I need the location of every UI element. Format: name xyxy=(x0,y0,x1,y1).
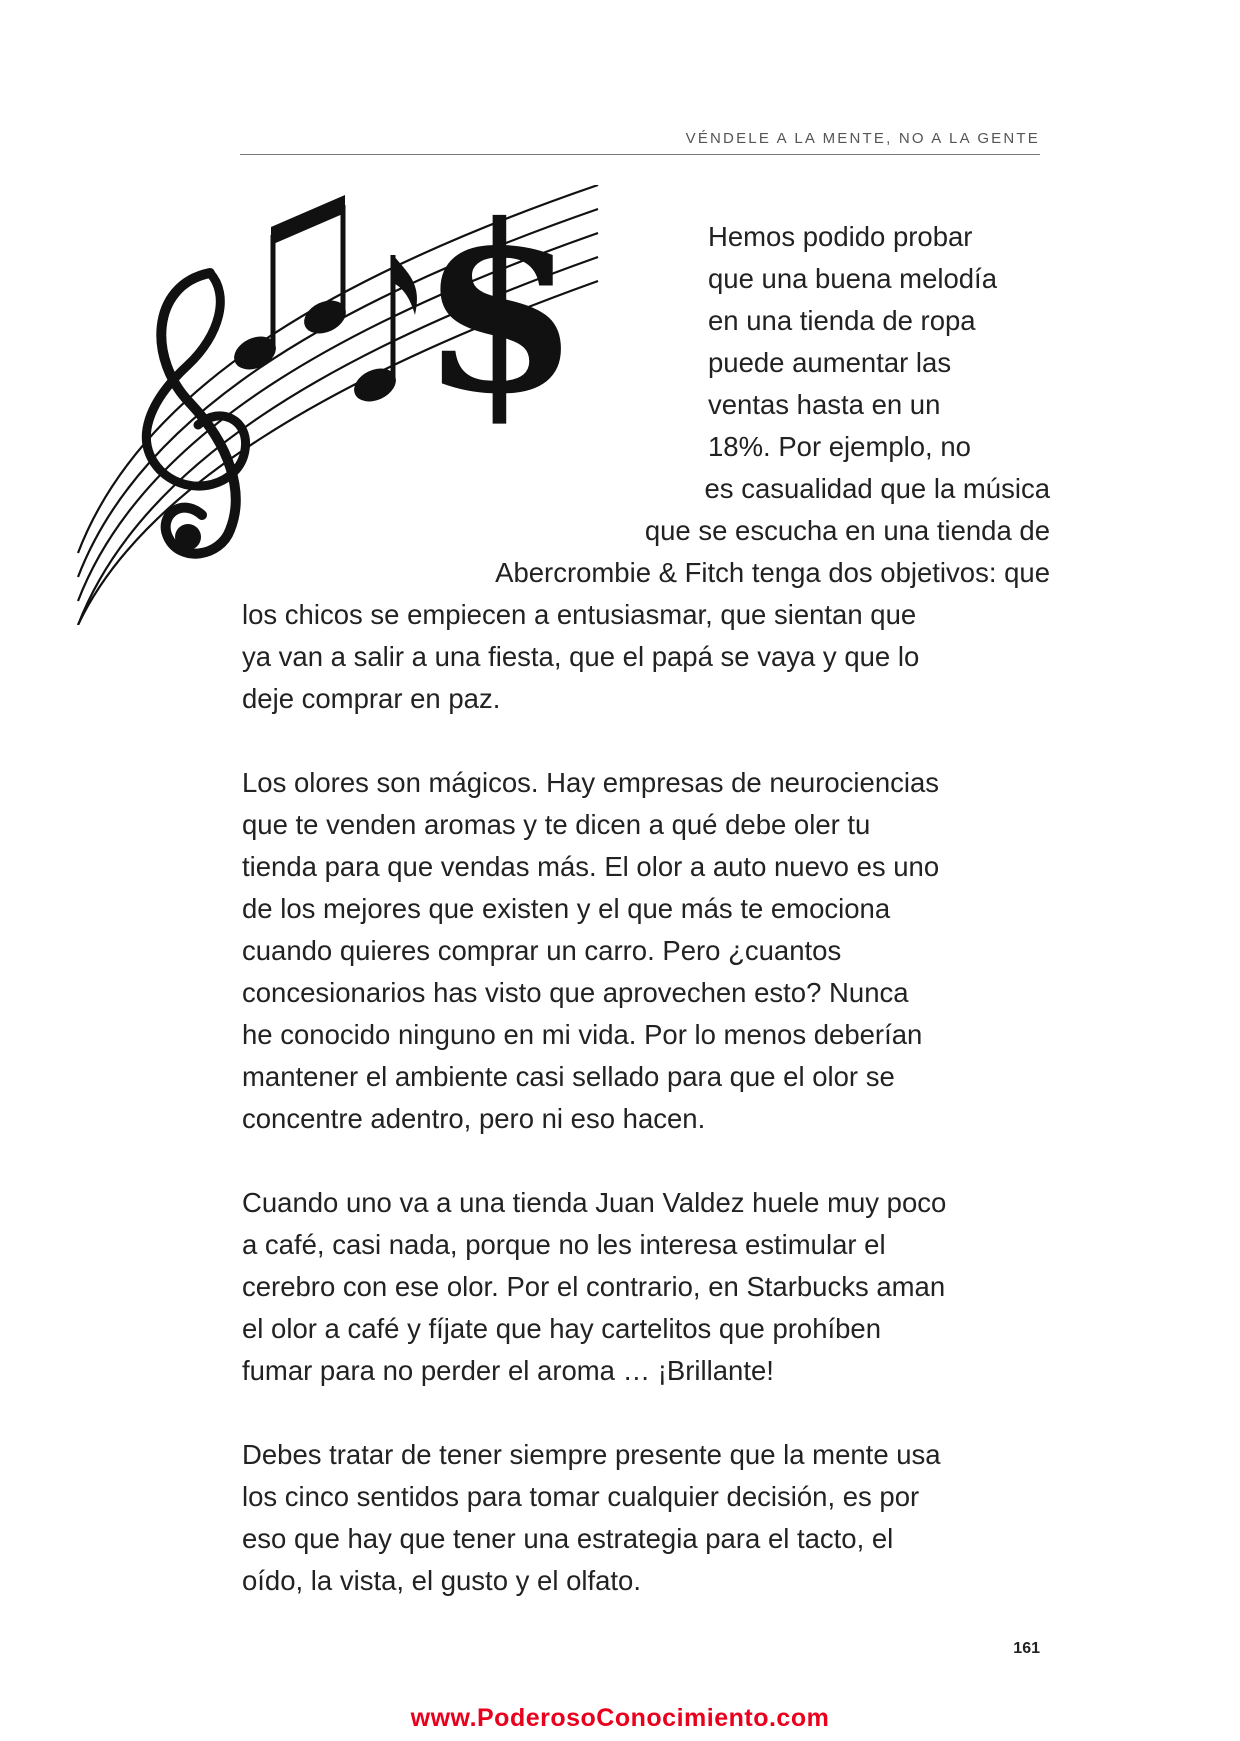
text-line: que una buena melodía xyxy=(708,263,997,294)
text-line: ventas hasta en un xyxy=(708,389,941,420)
text-line: cerebro con ese olor. Por el contrario, en Starbucks aman xyxy=(242,1271,946,1302)
text-line: cuando quieres comprar un carro. Pero ¿cuantos xyxy=(242,935,842,966)
text-line: he conocido ninguno en mi vida. Por lo menos deberían xyxy=(242,1019,923,1050)
text-line: 18%. Por ejemplo, no xyxy=(708,431,971,462)
text-line: que te venden aromas y te dicen a qué debe oler tu xyxy=(242,809,871,840)
text-line: deje comprar en paz. xyxy=(242,683,501,714)
text-line: Hemos podido probar xyxy=(708,221,973,252)
running-header: VÉNDELE A LA MENTE, NO A LA GENTE xyxy=(685,130,1040,147)
text-line: eso que hay que tener una estrategia para el tacto, el xyxy=(242,1523,894,1554)
text-line: puede aumentar las xyxy=(708,347,952,378)
text-line: oído, la vista, el gusto y el olfato. xyxy=(242,1565,641,1596)
text-line: concentre adentro, pero ni eso hacen. xyxy=(242,1103,706,1134)
paragraph-senses xyxy=(242,1434,1050,1602)
paragraph-coffee xyxy=(242,1182,1050,1392)
text-line: es casualidad que la música xyxy=(704,473,1050,504)
text-line: fumar para no perder el aroma … ¡Brillante! xyxy=(242,1355,774,1386)
text-line: tienda para que vendas más. El olor a auto nuevo es uno xyxy=(242,851,940,882)
text-line: Cuando uno va a una tienda Juan Valdez huele muy poco xyxy=(242,1187,947,1218)
text-line: concesionarios has visto que aprovechen esto? Nunca xyxy=(242,977,909,1008)
watermark-link[interactable]: www.PoderosoConocimiento.com xyxy=(410,1704,830,1732)
text-line: a café, casi nada, porque no les interesa estimular el xyxy=(242,1229,886,1260)
text-line: los chicos se empiecen a entusiasmar, que sientan que xyxy=(242,599,917,630)
text-line: el olor a café y fíjate que hay cartelitos que prohíben xyxy=(242,1313,882,1344)
text-line: que se escucha en una tienda de xyxy=(644,515,1050,546)
text-line: en una tienda de ropa xyxy=(708,305,976,336)
text-line: Abercrombie & Fitch tenga dos objetivos: que xyxy=(495,557,1050,588)
paragraph-smells xyxy=(242,762,1050,1140)
page-number: 161 xyxy=(1013,1640,1040,1657)
text-line: de los mejores que existen y el que más te emociona xyxy=(242,893,891,924)
text-line: ya van a salir a una fiesta, que el papá se vaya y que lo xyxy=(242,641,920,672)
text-line: Debes tratar de tener siempre presente que la mente usa xyxy=(242,1439,941,1470)
svg-text:$: $ xyxy=(419,185,581,445)
text-line: mantener el ambiente casi sellado para que el olor se xyxy=(242,1061,895,1092)
header-rule xyxy=(240,154,1040,155)
text-line: los cinco sentidos para tomar cualquier decisión, es por xyxy=(242,1481,920,1512)
body-text xyxy=(242,216,1050,1602)
paragraph-music xyxy=(242,216,1050,720)
text-line: Los olores son mágicos. Hay empresas de neurociencias xyxy=(242,767,940,798)
